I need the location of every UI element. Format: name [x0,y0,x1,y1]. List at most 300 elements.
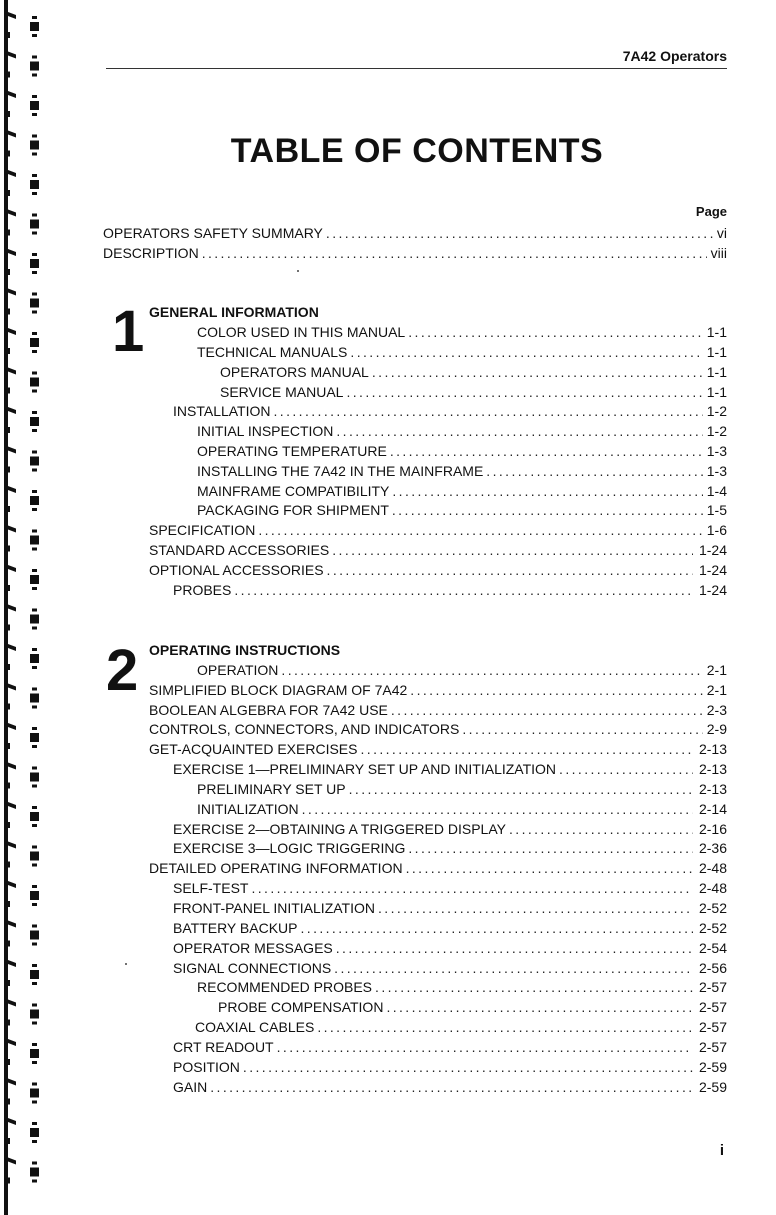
binding-hole [32,1004,37,1007]
toc-entry-label: OPERATING TEMPERATURE [197,443,387,459]
toc-entry[interactable] [173,759,727,779]
binding-hole [32,824,37,827]
binding-ring [4,941,10,947]
toc-entry-page: 1-5 [706,502,727,518]
toc-entry-label: OPERATOR MESSAGES [173,940,333,956]
toc-entry-page: 2-9 [706,721,727,737]
binding-hole [32,569,37,572]
toc-entry-label: OPERATORS SAFETY SUMMARY [103,225,323,241]
toc-entry-label: OPERATORS MANUAL [220,364,369,380]
toc-entry-page: 2-13 [698,781,727,797]
binding-hole [32,372,37,375]
binding-hole [32,688,37,691]
toc-entry-page: 2-13 [698,761,727,777]
binding-ring [8,684,16,691]
toc-entry[interactable] [149,560,727,580]
binding-hole [30,378,39,387]
binding-ring [8,52,16,59]
toc-entry-page: 2-59 [698,1059,727,1075]
binding-hole [30,654,39,663]
binding-ring [8,960,16,967]
toc-entry-label: OPTIONAL ACCESSORIES [149,562,324,578]
toc-entry[interactable] [173,1037,727,1057]
toc-entry[interactable] [173,938,727,958]
binding-ring [4,822,10,828]
leader-dots [390,441,703,461]
binding-ring [8,763,16,770]
binding-hole [30,457,39,466]
manual-header-title: 7A42 Operators [622,48,727,64]
leader-dots [302,799,693,819]
toc-entry[interactable] [195,1017,727,1037]
binding-hole [32,530,37,533]
toc-entry-label: DESCRIPTION [103,245,199,261]
toc-entry[interactable] [197,799,727,819]
toc-entry-label: OPERATION [197,662,279,678]
binding-hole [30,299,39,308]
binding-hole [30,220,39,229]
toc-entry[interactable] [197,779,727,799]
leader-dots [372,362,703,382]
toc-entry-page: 1-6 [706,522,727,538]
toc-entry[interactable] [173,1057,727,1077]
toc-entry-page: 1-3 [706,443,727,459]
binding-hole [30,1049,39,1058]
toc-entry[interactable] [149,520,727,540]
binding-hole [30,62,39,71]
toc-entry[interactable] [149,858,727,878]
binding-hole [30,891,39,900]
toc-entry-label: COAXIAL CABLES [195,1019,315,1035]
binding-hole [32,609,37,612]
binding-ring [4,743,10,749]
binding-hole [32,767,37,770]
toc-entry[interactable] [220,382,727,402]
binding-hole [30,812,39,821]
binding-hole [32,34,37,37]
toc-entry-label: POSITION [173,1059,240,1075]
leader-dots [327,560,693,580]
binding-hole [32,253,37,256]
toc-entry-label: SIGNAL CONNECTIONS [173,960,332,976]
toc-entry-page: 1-2 [706,403,727,419]
spiral-binding-edge [0,0,48,1215]
header-rule [106,68,727,69]
toc-entry[interactable] [197,322,727,342]
binding-ring [4,1178,10,1184]
toc-entry-label: FRONT-PANEL INITIALIZATION [173,900,375,916]
binding-ring [4,111,10,117]
toc-entry-label: GET-ACQUAINTED EXERCISES [149,741,358,757]
binding-hole [32,727,37,730]
toc-entry[interactable] [173,1077,727,1097]
toc-entry-label: INITIAL INSPECTION [197,423,334,439]
leader-dots [317,1017,693,1037]
leader-dots [406,858,693,878]
binding-hole [32,648,37,651]
toc-entry[interactable] [173,878,727,898]
binding-hole [30,733,39,742]
binding-hole [32,469,37,472]
toc-entry-label: EXERCISE 2—OBTAINING A TRIGGERED DISPLAY [173,821,506,837]
binding-hole [32,95,37,98]
leader-dots [332,540,693,560]
toc-entry-label: COLOR USED IN THIS MANUAL [197,324,406,340]
toc-entry-page: 2-57 [698,999,727,1015]
binding-ring [4,783,10,789]
toc-entry-page: vi [716,225,727,241]
binding-ring [4,664,10,670]
toc-entry[interactable] [197,660,727,680]
binding-ring [4,1020,10,1026]
leader-dots [336,938,693,958]
toc-entry-label: SELF-TEST [173,880,249,896]
toc-entry-page: 2-14 [698,801,727,817]
binding-hole [30,496,39,505]
binding-ring [4,980,10,986]
toc-entry-page: 2-56 [698,960,727,976]
toc-entry-label: BOOLEAN ALGEBRA FOR 7A42 USE [149,702,388,718]
toc-entry-page: 2-36 [698,840,727,856]
toc-entry-label: INSTALLATION [173,403,271,419]
toc-entry-page: 2-1 [706,682,727,698]
binding-ring [4,309,10,315]
toc-entry[interactable] [197,977,727,997]
leader-dots [346,382,702,402]
binding-hole [30,970,39,979]
leader-dots [281,660,702,680]
leader-dots [559,759,693,779]
toc-entry-page: 2-13 [698,741,727,757]
toc-entry-page: 1-1 [706,324,727,340]
binding-ring [4,427,10,433]
binding-ring [4,230,10,236]
binding-hole [32,451,37,454]
binding-ring [8,1079,16,1086]
toc-entry-page: 1-24 [698,562,727,578]
toc-entry[interactable] [197,421,727,441]
binding-hole [32,1180,37,1183]
binding-ring [4,506,10,512]
binding-ring [8,802,16,809]
binding-hole [32,174,37,177]
binding-ring [8,565,16,572]
toc-entry-page: 1-24 [698,542,727,558]
toc-entry-label: INITIALIZATION [197,801,299,817]
toc-entry-label: PRELIMINARY SET UP [197,781,346,797]
toc-entry[interactable] [149,739,727,759]
print-speck [125,963,127,965]
toc-entry-page: 2-1 [706,662,727,678]
binding-ring [8,12,16,19]
toc-entry-page: 2-59 [698,1079,727,1095]
leader-dots [202,243,707,263]
binding-hole [32,1140,37,1143]
binding-hole [32,1101,37,1104]
leader-dots [386,997,693,1017]
binding-ring [4,1099,10,1105]
binding-hole [32,271,37,274]
binding-ring [8,170,16,177]
toc-entry-page: 1-4 [706,483,727,499]
toc-entry-label: SPECIFICATION [149,522,256,538]
leader-dots [360,739,693,759]
leader-dots [210,1077,693,1097]
toc-entry-page: viii [710,245,727,261]
toc-entry-page: 2-52 [698,920,727,936]
toc-entry-label: TECHNICAL MANUALS [197,344,348,360]
leader-dots [486,461,702,481]
binding-hole [32,74,37,77]
toc-entry-page: 1-1 [706,364,727,380]
toc-entry-label: PACKAGING FOR SHIPMENT [197,502,389,518]
binding-ring [8,881,16,888]
toc-entry-label: CONTROLS, CONNECTORS, AND INDICATORS [149,721,460,737]
binding-hole [30,1168,39,1177]
toc-entry-label: PROBE COMPENSATION [218,999,384,1015]
section-heading-operating-instructions: OPERATING INSTRUCTIONS [149,642,341,658]
binding-ring [8,526,16,533]
leader-dots [350,342,702,362]
leader-dots [334,958,693,978]
binding-ring [8,407,16,414]
toc-entry[interactable] [173,819,727,839]
binding-hole [32,350,37,353]
binding-ring [4,704,10,710]
binding-hole [32,490,37,493]
binding-hole [32,846,37,849]
print-speck [297,270,299,272]
leader-dots [300,918,693,938]
binding-hole [32,16,37,19]
binding-ring [4,467,10,473]
binding-hole [32,706,37,709]
section-number-2: 2 [106,638,139,703]
toc-entry-page: 1-1 [706,344,727,360]
binding-spine [4,0,8,1215]
leader-dots [378,898,693,918]
toc-entry-page: 2-3 [706,702,727,718]
binding-ring [4,546,10,552]
binding-hole [32,411,37,414]
binding-hole [30,259,39,268]
binding-ring [8,328,16,335]
binding-hole [32,1083,37,1086]
binding-hole [32,666,37,669]
toc-entry-page: 2-57 [698,1039,727,1055]
toc-entry[interactable] [173,918,727,938]
binding-hole [32,508,37,511]
binding-hole [32,56,37,59]
binding-ring [8,249,16,256]
binding-hole [30,931,39,940]
toc-entry[interactable] [173,580,727,600]
toc-entry-label: EXERCISE 1—PRELIMINARY SET UP AND INITIALIZATION [173,761,557,777]
binding-hole [30,773,39,782]
leader-dots [375,977,693,997]
binding-hole [30,338,39,347]
binding-hole [32,390,37,393]
toc-entry-label: SIMPLIFIED BLOCK DIAGRAM OF 7A42 [149,682,408,698]
binding-ring [8,1118,16,1125]
binding-ring [4,269,10,275]
binding-hole [32,232,37,235]
toc-entry-page: 1-2 [706,423,727,439]
toc-entry-page: 2-16 [698,821,727,837]
section-number-1: 1 [112,299,145,364]
binding-hole [32,864,37,867]
binding-ring [4,1059,10,1065]
binding-hole [32,627,37,630]
toc-entry-page: 2-52 [698,900,727,916]
toc-entry-label: MAINFRAME COMPATIBILITY [197,483,390,499]
toc-entry[interactable] [197,481,727,501]
binding-hole [32,964,37,967]
leader-dots [336,421,702,441]
toc-entry-label: DETAILED OPERATING INFORMATION [149,860,403,876]
binding-ring [8,1039,16,1046]
binding-ring [4,32,10,38]
leader-dots [251,878,693,898]
binding-hole [32,885,37,888]
binding-hole [30,1089,39,1098]
binding-hole [32,785,37,788]
toc-entry-label: INSTALLING THE 7A42 IN THE MAINFRAME [197,463,484,479]
binding-ring [4,72,10,78]
binding-ring [8,368,16,375]
toc-entry[interactable] [197,461,727,481]
binding-hole [30,22,39,31]
toc-entry[interactable] [149,540,727,560]
binding-ring [4,388,10,394]
toc-entry[interactable] [149,680,727,700]
binding-hole [32,192,37,195]
binding-hole [32,1043,37,1046]
leader-dots [243,1057,693,1077]
binding-hole [30,536,39,545]
binding-hole [32,982,37,985]
leader-dots [391,700,703,720]
binding-hole [30,575,39,584]
binding-ring [8,723,16,730]
binding-ring [8,289,16,296]
toc-entry[interactable] [149,719,727,739]
binding-hole [32,943,37,946]
binding-ring [8,921,16,928]
leader-dots [509,819,693,839]
binding-hole [32,925,37,928]
binding-hole [30,615,39,624]
toc-entry-label: SERVICE MANUAL [220,384,344,400]
binding-hole [32,806,37,809]
toc-entry-label: EXERCISE 3—LOGIC TRIGGERING [173,840,406,856]
binding-ring [4,625,10,631]
toc-entry-label: STANDARD ACCESSORIES [149,542,330,558]
binding-ring [8,1158,16,1165]
binding-hole [32,587,37,590]
binding-hole [32,311,37,314]
page-column-label: Page [695,204,727,219]
toc-entry-page: 2-48 [698,880,727,896]
binding-hole [30,1010,39,1019]
binding-ring [8,91,16,98]
leader-dots [258,520,702,540]
binding-ring [4,190,10,196]
binding-hole [30,852,39,861]
binding-ring [4,1138,10,1144]
binding-hole [32,903,37,906]
toc-entry[interactable] [197,441,727,461]
binding-hole [32,1022,37,1025]
leader-dots [410,680,702,700]
binding-hole [32,293,37,296]
binding-hole [30,417,39,426]
toc-entry[interactable] [173,401,727,421]
toc-entry[interactable] [173,838,727,858]
binding-hole [32,332,37,335]
binding-ring [8,605,16,612]
binding-ring [8,210,16,217]
leader-dots [408,838,693,858]
binding-hole [32,113,37,116]
leader-dots [326,223,713,243]
toc-entry[interactable] [103,223,727,243]
binding-ring [8,447,16,454]
binding-hole [32,429,37,432]
page-title: TABLE OF CONTENTS [230,132,604,170]
binding-ring [4,901,10,907]
binding-hole [32,1122,37,1125]
binding-hole [32,1162,37,1165]
leader-dots [274,401,703,421]
toc-entry-label: CRT READOUT [173,1039,274,1055]
leader-dots [462,719,702,739]
binding-hole [30,101,39,110]
binding-hole [30,694,39,703]
binding-hole [30,180,39,189]
toc-entry[interactable] [197,500,727,520]
leader-dots [392,481,702,501]
leader-dots [392,500,703,520]
leader-dots [349,779,693,799]
toc-entry[interactable] [220,362,727,382]
binding-hole [32,745,37,748]
toc-entry-page: 2-48 [698,860,727,876]
binding-ring [4,585,10,591]
leader-dots [234,580,693,600]
toc-entry[interactable] [173,898,727,918]
binding-ring [8,486,16,493]
binding-hole [30,1128,39,1137]
toc-entry[interactable] [149,700,727,720]
section-heading-general-information: GENERAL INFORMATION [149,304,319,320]
binding-ring [8,842,16,849]
toc-entry-page: 1-3 [706,463,727,479]
toc-entry-page: 2-54 [698,940,727,956]
leader-dots [277,1037,693,1057]
binding-ring [4,862,10,868]
binding-ring [4,348,10,354]
toc-entry[interactable] [173,958,727,978]
toc-entry-label: PROBES [173,582,232,598]
binding-ring [8,1000,16,1007]
toc-entry[interactable] [197,342,727,362]
toc-entry[interactable] [218,997,727,1017]
toc-entry[interactable] [103,243,727,263]
binding-hole [32,214,37,217]
toc-entry-page: 2-57 [698,979,727,995]
toc-entry-label: RECOMMENDED PROBES [197,979,373,995]
